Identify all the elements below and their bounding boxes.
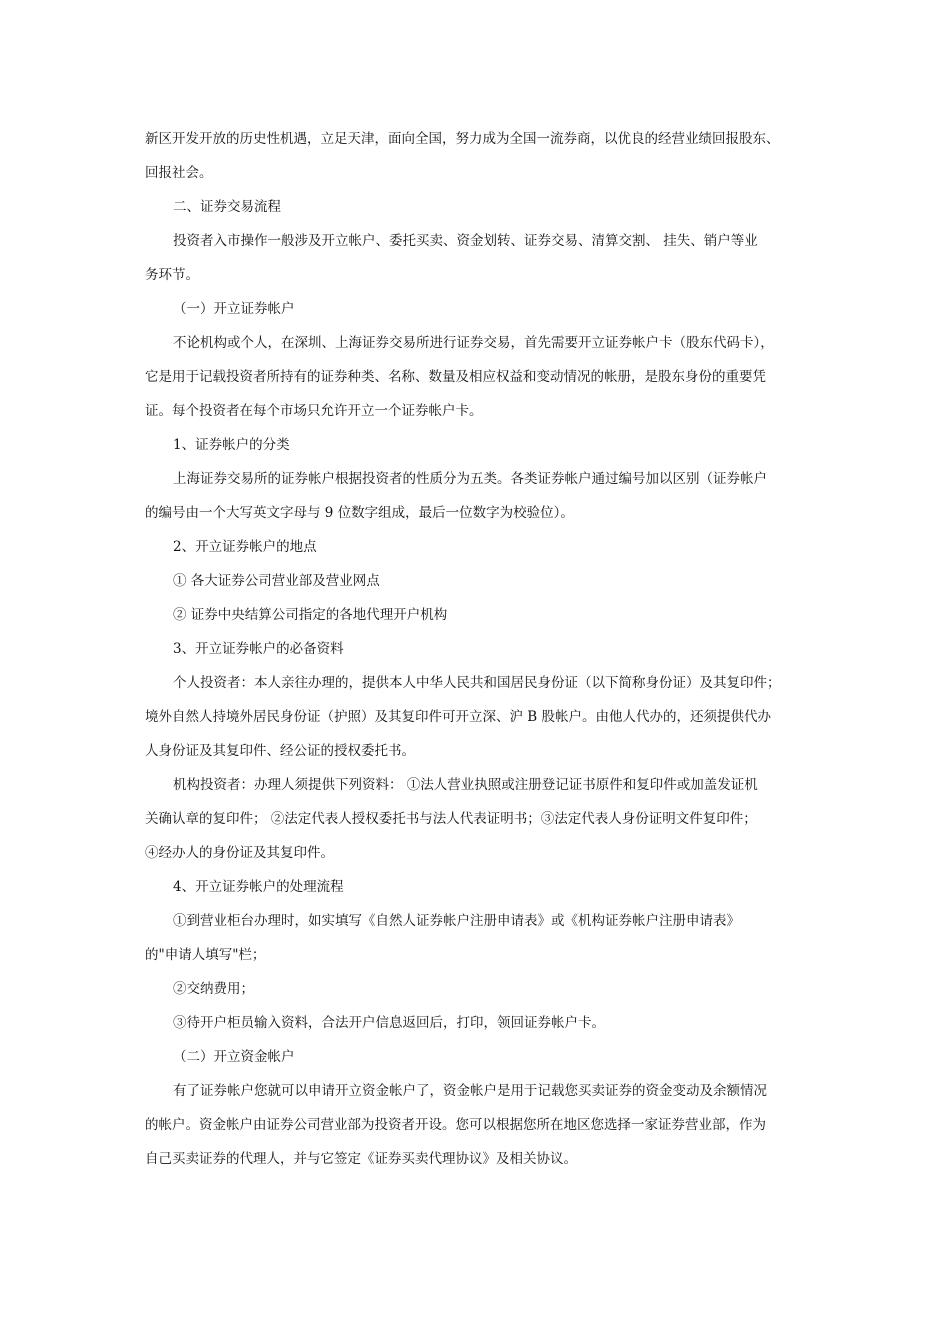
paragraph-line: 个人投资者：本人亲往办理的，提供本人中华人民共和国居民身份证（以下简称身份证）及其复印件； [173,675,781,691]
paragraph-line: 自己买卖证券的代理人，并与它签定《证券买卖代理协议》及相关协议。 [145,1151,577,1167]
paragraph-line: 关确认章的复印件； ②法定代表人授权委托书与法人代表证明书；③法定代表人身份证明文件复印件； [145,811,757,827]
paragraph-line: 有了证券帐户您就可以申请开立资金帐户了，资金帐户是用于记载您买卖证券的资金变动及余额情况 [173,1083,767,1099]
list-item: ②交纳费用； [173,981,254,997]
paragraph-line: 的"申请人填写"栏； [145,947,266,963]
paragraph-line: 它是用于记载投资者所持有的证券种类、名称、数量及相应权益和变动情况的帐册，是股东身份的重要凭 [145,369,766,385]
subsection-heading: （一）开立证券帐户 [173,301,295,317]
item-heading: 3、开立证券帐户的必备资料 [173,641,344,657]
paragraph-line: 投资者入市操作一般涉及开立帐户、委托买卖、资金划转、证券交易、清算交割、 挂失、销户等业 [173,233,758,249]
paragraph-line: 境外自然人持境外居民身份证（护照）及其复印件可开立深、沪 B 股帐户。由他人代办的，还须提供代办 [145,709,772,725]
item-heading: 2、开立证券帐户的地点 [173,539,317,555]
paragraph-line: 的帐户。资金帐户由证券公司营业部为投资者开设。您可以根据您所在地区您选择一家证券营业部，作为 [145,1117,766,1133]
paragraph-line: 上海证券交易所的证券帐户根据投资者的性质分为五类。各类证券帐户通过编号加以区别（证券帐户 [173,471,767,487]
paragraph-line: 务环节。 [145,267,199,283]
item-heading: 4、开立证券帐户的处理流程 [173,879,344,895]
item-heading: 1、证券帐户的分类 [173,437,290,453]
paragraph-line: 的编号由一个大写英文字母与 9 位数字组成，最后一位数字为校验位）。 [145,505,574,521]
paragraph-line: 新区开发开放的历史性机遇，立足天津，面向全国，努力成为全国一流券商，以优良的经营业绩回报股东、 [145,131,780,147]
paragraph-line: ④经办人的身份证及其复印件。 [145,845,334,861]
paragraph-line: 机构投资者：办理人须提供下列资料： ①法人营业执照或注册登记证书原件和复印件或加盖发证机 [173,777,758,793]
list-item: ①到营业柜台办理时，如实填写《自然人证券帐户注册申请表》或《机构证券帐户注册申请表》 [173,913,740,929]
paragraph-line: 证。每个投资者在每个市场只允许开立一个证券帐户卡。 [145,403,483,419]
section-heading: 二、证券交易流程 [173,199,281,215]
list-item: ② 证券中央结算公司指定的各地代理开户机构 [173,607,448,623]
subsection-heading: （二）开立资金帐户 [173,1049,295,1065]
list-item: ③待开户柜员输入资料，合法开户信息返回后，打印，领回证券帐户卡。 [173,1015,605,1031]
list-item: ① 各大证券公司营业部及营业网点 [173,573,380,589]
paragraph-line: 不论机构或个人，在深圳、上海证券交易所进行证券交易，首先需要开立证券帐户卡（股东代码卡）， [173,335,774,351]
paragraph-line: 回报社会。 [145,165,213,181]
paragraph-line: 人身份证及其复印件、经公证的授权委托书。 [145,743,415,759]
